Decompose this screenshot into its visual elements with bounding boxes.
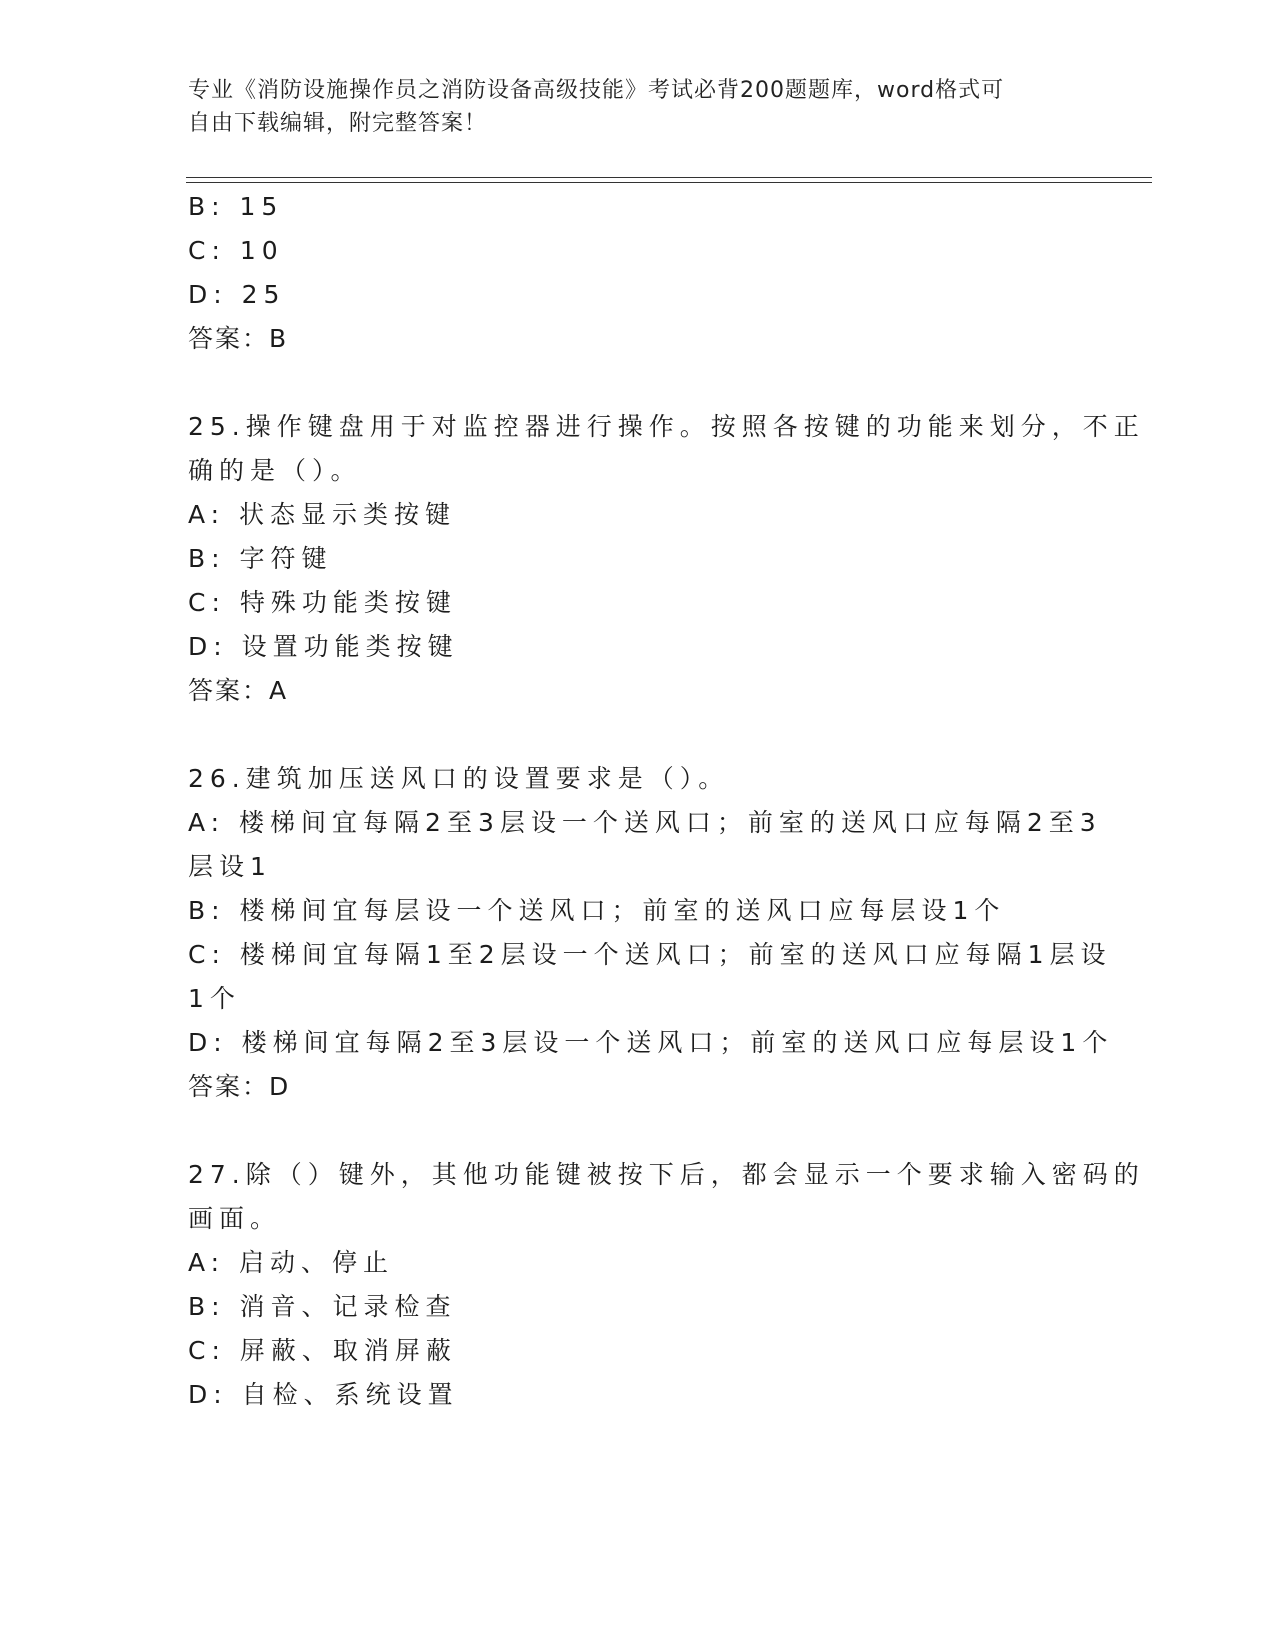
page-header (188, 74, 1088, 140)
q26-option-c-line-2: 1个 (188, 984, 241, 1013)
q26-option-a-line-2: 层设1 (188, 852, 272, 881)
header-line-2: 自由下载编辑，附完整答案！ (188, 111, 488, 136)
header-rule-bottom (186, 182, 1152, 183)
q26-stem: 26.建筑加压送风口的设置要求是（）。 (188, 764, 730, 793)
q25-option-d: D: 设置功能类按键 (188, 632, 459, 661)
q27-stem-line-1: 27.除（）键外，其他功能键被按下后，都会显示一个要求输入密码的 (188, 1160, 1145, 1189)
q27-option-b: B: 消音、记录检查 (188, 1292, 457, 1321)
q27-stem-line-2: 画面。 (188, 1204, 282, 1233)
q26-option-d: D: 楼梯间宜每隔2至3层设一个送风口；前室的送风口应每层设1个 (188, 1028, 1114, 1057)
header-line-1: 专业《消防设施操作员之消防设备高级技能》考试必背200题题库，word格式可 (188, 78, 1005, 103)
q26-answer: 答案：D (188, 1072, 291, 1101)
q27-option-d: D: 自检、系统设置 (188, 1380, 459, 1409)
q25-stem-line-1: 25.操作键盘用于对监控器进行操作。按照各按键的功能来划分，不正 (188, 412, 1145, 441)
q26-option-a-line-1: A: 楼梯间宜每隔2至3层设一个送风口；前室的送风口应每隔2至3 (188, 808, 1102, 837)
q24-option-d: D: 25 (188, 280, 286, 309)
q27-option-c: C: 屏蔽、取消屏蔽 (188, 1336, 457, 1365)
q24-option-b: B: 15 (188, 192, 284, 221)
q25-option-a: A: 状态显示类按键 (188, 500, 457, 529)
q24-option-c: C: 10 (188, 236, 284, 265)
q27-option-a: A: 启动、停止 (188, 1248, 395, 1277)
q25-stem-line-2: 确的是（）。 (188, 456, 362, 485)
q25-answer: 答案：A (188, 676, 289, 705)
header-rule-top (186, 177, 1152, 178)
q26-option-b: B: 楼梯间宜每层设一个送风口；前室的送风口应每层设1个 (188, 896, 1006, 925)
q25-option-b: B: 字符键 (188, 544, 333, 573)
q26-option-c-line-1: C: 楼梯间宜每隔1至2层设一个送风口；前室的送风口应每隔1层设 (188, 940, 1112, 969)
q25-option-c: C: 特殊功能类按键 (188, 588, 457, 617)
q24-answer: 答案：B (188, 324, 289, 353)
